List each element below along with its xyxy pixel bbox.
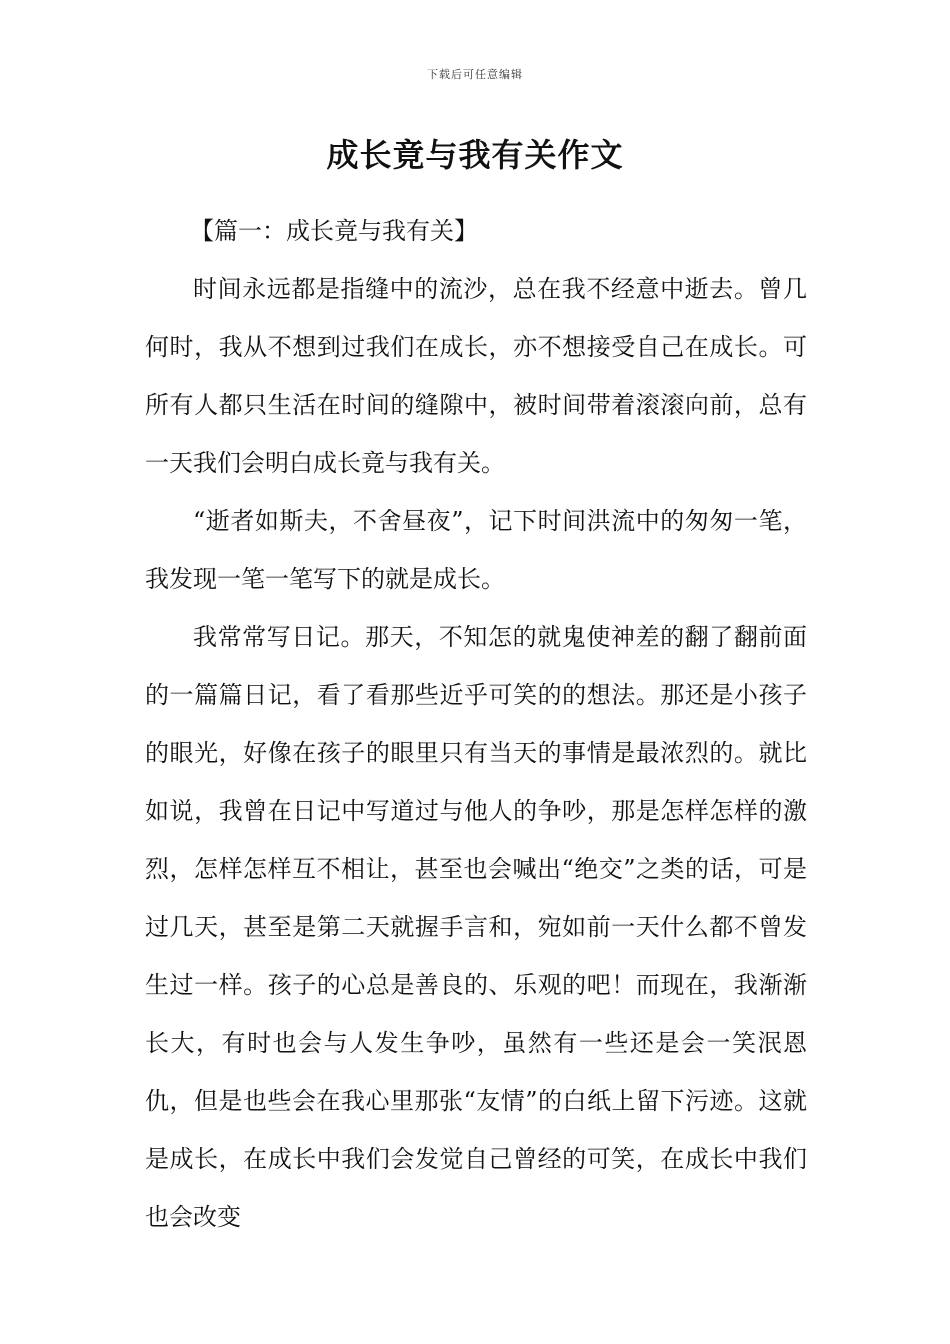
paragraph-3: 我常常写日记。那天，不知怎的就鬼使神差的翻了翻前面的一篇篇日记，看了看那些近乎可笑的的想法。那还是小孩子的眼光，好像在孩子的眼里只有当天的事情是最浓烈的。就比如说，我曾在日记中写道过与他人的争吵，那是怎样怎样的激烈，怎样怎样互不相让，甚至也会喊出“绝交”之类的话，可是过几天，甚至是第二天就握手言和，宛如前一天什么都不曾发生过一样。孩子的心总是善良的、乐观的吧！而现在，我渐渐长大，有时也会与人发生争吵，虽然有一些还是会一笑泯恩仇，但是也些会在我心里那张“友情”的白纸上留下污迹。这就是成长，在成长中我们会发觉自己曾经的可笑，在成长中我们也会改变 xyxy=(145,623,807,1231)
section-heading: 【篇一：成长竟与我有关】 xyxy=(190,217,478,245)
header-note: 下载后可任意编辑 xyxy=(427,68,523,81)
paragraph-2: “逝者如斯夫，不舍昼夜”，记下时间洪流中的匆匆一笔，我发现一笔一笔写下的就是成长。 xyxy=(145,507,807,593)
document-title: 成长竟与我有关作文 xyxy=(326,136,624,174)
document-body xyxy=(145,202,807,1246)
paragraph-1: 时间永远都是指缝中的流沙，总在我不经意中逝去。曾几何时，我从不想到过我们在成长，亦不想接受自己在成长。可所有人都只生活在时间的缝隙中，被时间带着滚滚向前，总有一天我们会明白成长竟与我有关。 xyxy=(145,275,807,477)
